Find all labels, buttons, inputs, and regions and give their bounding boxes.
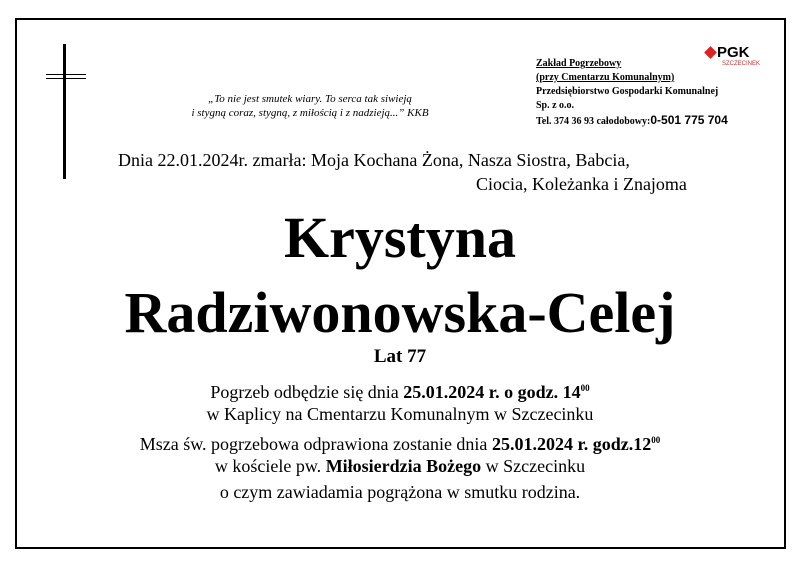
firm-location: (przy Cmentarzu Komunalnym) (536, 72, 675, 83)
text: w Szczecinku (481, 456, 586, 476)
funeral-home-info (536, 57, 728, 129)
funeral-date: 25.01.2024 r. o godz. 14 (403, 382, 581, 402)
pgk-logo (706, 44, 750, 61)
phone-label: Tel. 374 36 93 całodobowy: (536, 116, 651, 127)
intro-line: Dnia 22.01.2024r. zmarła: Moja Kochana Żona, Nasza Siostra, Babcia, (118, 150, 630, 170)
closing-line: o czym zawiadamia pogrążona w smutku rodzina. (219, 482, 581, 502)
cross-icon (63, 44, 66, 179)
time-sup: 00 (651, 435, 661, 445)
intro-line: Ciocia, Koleżanka i Znajoma (476, 174, 687, 194)
company-name: Przedsiębiorstwo Gospodarki Komunalnej (536, 86, 719, 97)
text: Msza św. pogrzebowa odprawiona zostanie dnia (139, 434, 492, 454)
diamond-icon (704, 46, 717, 59)
phone-number: 0-501 775 704 (650, 113, 728, 127)
deceased-first-name: Krystyna (284, 205, 516, 270)
mass-date: 25.01.2024 r. godz.12 (491, 434, 652, 454)
funeral-place: w Kaplicy na Cmentarzu Komunalnym w Szczecinku (206, 404, 594, 424)
cross-bar (46, 74, 86, 79)
church-name: Miłosierdzia Bożego (325, 456, 482, 476)
deceased-last-name: Radziwonowska-Celej (124, 280, 676, 345)
quote (140, 92, 480, 120)
logo-subtitle: SZCZECINEK (722, 61, 761, 67)
text: w kościele pw. (214, 456, 326, 476)
church-line (0, 453, 800, 479)
logo-text: PGK (717, 44, 750, 61)
firm-name: Zakład Pogrzebowy (536, 58, 622, 69)
quote-line: „To nie jest smutek wiary. To serca tak siwieją (208, 93, 412, 105)
deceased-age: Lat 77 (373, 346, 427, 367)
time-sup: 00 (580, 383, 590, 393)
company-type: Sp. z o.o. (536, 100, 575, 111)
text: Pogrzeb odbędzie się dnia (210, 382, 404, 402)
quote-line: i stygną coraz, stygną, z miłością i z nadzieją...” KKB (191, 107, 429, 119)
